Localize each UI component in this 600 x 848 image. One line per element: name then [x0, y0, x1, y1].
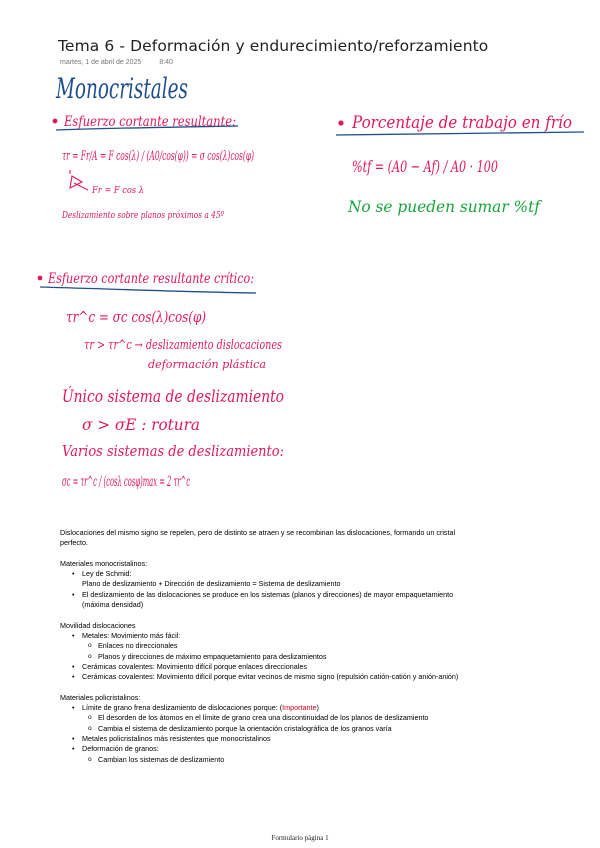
force-diagram-icon — [70, 170, 88, 190]
left-eq1b: Fr = F cos λ — [91, 186, 144, 196]
left-note1: Deslizamiento sobre planos próximos a 45º — [61, 210, 225, 221]
right-eq1: %tf = (A0 − Af) / A0 · 100 — [352, 157, 498, 176]
list-item: o Enlaces no direccionales — [82, 641, 460, 651]
left-eq1a: τr = Fr/A = F cos(λ) / (A0/cos(φ)) = σ cos(λ)cos(φ) — [62, 149, 254, 164]
left-h4: Varios sistemas de deslizamiento: — [62, 442, 284, 460]
list-item: • Metales: Movimiento más fácil: o Enlaces no direccionales o Planos y direcciones de máximo empaquetamiento para deslizamientos — [60, 631, 460, 662]
page-date: martes, 1 de abril de 2025 — [60, 59, 142, 66]
list-item: o Cambia el sistema de deslizamiento porque la orientación cristalográfica de los granos varía — [82, 724, 460, 734]
section-movilidad: Movilidad dislocaciones — [60, 620, 136, 630]
left-eq4: σ > σE : rotura — [82, 415, 200, 434]
sublist-limite-grano — [82, 713, 460, 734]
list-item: • Ley de Schmid: Plano de deslizamiento + Dirección de deslizamiento = Sistema de deslizamiento — [60, 569, 460, 590]
list-item: • Cerámicas covalentes: Movimiento difícil porque evitar vecinos de mismo signo (repulsión catión-catión y anión-anión) — [60, 672, 460, 682]
list-item: • Límite de grano frena deslizamiento de dislocaciones porque: (Importante) o El desorden de los átomos en el límite de grano crea una discontinuidad de los planos de deslizamiento o Cambia el sistema de deslizamiento porque la orientación cristalográfica de los granos varía — [60, 703, 460, 734]
typed-notes — [60, 528, 460, 775]
right-h1: Porcentaje de trabajo en frío — [351, 113, 572, 133]
list-item: • El deslizamiento de las dislocaciones se produce en los sistemas (planos y direcciones) de mayor empaquetamiento (máxima densidad) — [60, 590, 460, 611]
page-title: Tema 6 - Deformación y endurecimiento/reforzamiento — [58, 37, 489, 55]
section-monocristalinos: Materiales monocristalinos: — [60, 558, 148, 568]
bullet-dot — [38, 276, 43, 281]
notes-intro: Dislocaciones del mismo signo se repelen, pero de distinto se atraen y se recombinan las dislocaciones, formando un cristal perfecto. — [60, 528, 456, 548]
section-policristalinos: Materiales policristalinos: — [60, 692, 141, 702]
schmid-law: Plano de deslizamiento + Dirección de deslizamiento = Sistema de deslizamiento — [82, 579, 341, 589]
list-item: o Planos y direcciones de máximo empaquetamiento para deslizamientos — [82, 652, 460, 662]
list-item: • Cerámicas covalentes: Movimiento difícil porque enlaces direccionales — [60, 662, 460, 672]
list-item: • Deformación de granos: o Cambian los sistemas de deslizamiento — [60, 744, 460, 765]
list-policristalinos — [60, 703, 460, 765]
bullet-dot — [53, 119, 58, 124]
left-eq3b: deformación plástica — [148, 358, 266, 371]
list-monocristalinos — [60, 569, 460, 610]
list-item: o Cambian los sistemas de deslizamiento — [82, 755, 460, 765]
sublist-metales — [82, 641, 460, 662]
left-eq2: τr^c = σc cos(λ)cos(φ) — [66, 308, 207, 326]
important-badge: Importante — [282, 703, 317, 713]
sublist-deformacion — [82, 755, 460, 765]
left-h2: Esfuerzo cortante resultante crítico: — [47, 271, 255, 287]
right-note: No se pueden sumar %tf — [347, 197, 543, 216]
list-item: o El desorden de los átomos en el límite de grano crea una discontinuidad de los planos de deslizamiento — [82, 713, 460, 723]
left-h3: Único sistema de deslizamiento — [62, 387, 335, 407]
list-item: • Metales policristalinos más resistentes que monocristalinos — [60, 734, 460, 744]
list-movilidad — [60, 631, 460, 682]
left-eq5: σc = τr^c / (cosλ cosφ)max = 2 τr^c — [62, 474, 191, 490]
page-time: 8:40 — [159, 59, 173, 66]
left-eq3a: τr > τr^c → deslizamiento dislocaciones — [84, 338, 283, 353]
heading-monocristales: Monocristales — [55, 72, 188, 105]
bullet-dot — [338, 120, 343, 125]
page-footer: Formulario página 1 — [271, 834, 329, 842]
left-h1: Esfuerzo cortante resultante: — [63, 114, 237, 130]
underline-left-2 — [40, 287, 256, 293]
